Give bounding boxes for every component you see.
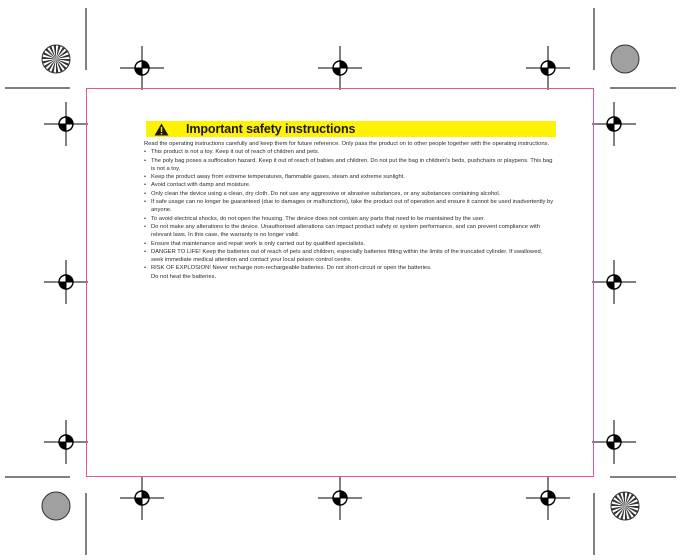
registration-mark — [44, 102, 88, 146]
list-item: • This product is not a toy. Keep it out of reach of children and pets. — [144, 148, 556, 156]
safety-instructions — [146, 121, 556, 281]
list-item: • The poly bag poses a suffocation hazard. Keep it out of reach of babies and children. Do not put the bag in children's beds, pushchairs or playpens. This bag is not a toy. — [144, 157, 556, 174]
safety-list — [144, 148, 556, 281]
list-item: • If safe usage can no longer be guaranteed (due to damages or malfunctions), take the product out of operation and ensure it cannot be used inadvertently by anyone. — [144, 198, 556, 215]
registration-mark — [44, 260, 88, 304]
list-item: • Avoid contact with damp and moisture. — [144, 181, 556, 189]
list-item: • RISK OF EXPLOSION! Never recharge non-rechargeable batteries. Do not short-circuit or open the batteries. Do not heat the batteries. — [144, 264, 556, 281]
list-item: • DANGER TO LIFE! Keep the batteries out of reach of pets and children, especially batteries fitting within the limits of the truncated cylinder. If swallowed, seek immediate medical attention and contact your local poison control centre. — [144, 248, 556, 265]
registration-mark — [526, 476, 570, 520]
registration-mark — [44, 420, 88, 464]
list-item-continuation: Do not heat the batteries. — [151, 273, 217, 280]
intro-paragraph: Read the operating instructions carefully and keep them for future reference. Only pass the product on to other people together with the operating instructions. — [144, 141, 550, 147]
list-item: • Only clean the device using a clean, dry cloth. Do not use any aggressive or abrasive substances, or any substances containing alcohol. — [144, 190, 556, 198]
registration-mark — [592, 260, 636, 304]
page-title: Important safety instructions — [186, 122, 356, 136]
list-item: • To avoid electrical shocks, do not open the housing. The device does not contain any parts that need to be maintained by the user. — [144, 215, 556, 223]
list-item: • Do not make any alterations to the device. Unauthorised alterations can impact product safety or system performance, and can prevent compliance with relevant laws. In this case, the warranty is no longer valid. — [144, 223, 556, 240]
registration-mark — [120, 46, 164, 90]
star-target — [611, 492, 639, 520]
registration-mark — [318, 476, 362, 520]
registration-mark — [318, 46, 362, 90]
heading-banner — [146, 121, 556, 137]
registration-mark — [592, 102, 636, 146]
star-target — [42, 45, 70, 73]
registration-mark — [526, 46, 570, 90]
warning-triangle-icon — [154, 122, 170, 136]
list-item: • Ensure that maintenance and repair work is only carried out by qualified specialists. — [144, 240, 556, 248]
list-item: • Keep the product away from extreme temperatures, flammable gases, steam and extreme sunlight. — [144, 173, 556, 181]
registration-mark — [120, 476, 164, 520]
registration-mark — [592, 420, 636, 464]
